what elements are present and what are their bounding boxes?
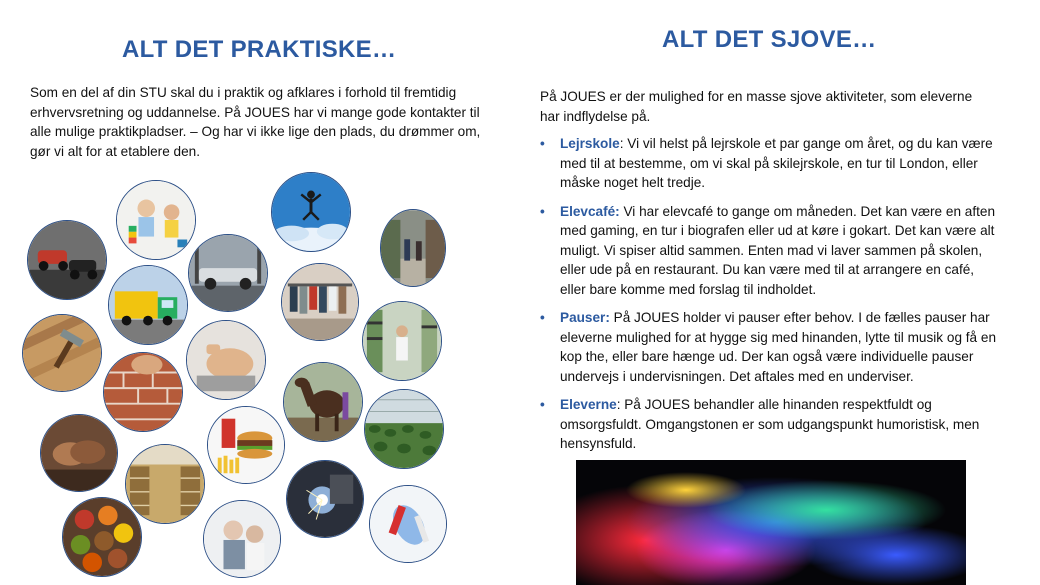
bullet-term: Elevcafé: <box>560 203 620 219</box>
truck-photo <box>108 265 188 345</box>
bullet-text: Vi vil helst på lejrskole et par gange om året, og du kan være med til at bestemme, om vi skal på skilejrskole, en tur til London, eller måske noget helt tredje. <box>560 136 993 190</box>
welding-photo <box>286 460 364 538</box>
jump-sky-photo <box>271 172 351 252</box>
list-item-eleverne <box>540 395 1000 454</box>
left-paragraph: Som en del af din STU skal du i praktik og afklares i forhold til fremtidig erhvervsretning og uddannelse. På JOUES har vi mange gode kontakter til alle mulige praktikpladser. – Og har vi ikke lige den plads, du drømmer om, gør vi alt for at etablere den. <box>30 85 481 159</box>
car-workshop-photo <box>188 234 268 312</box>
clothing-store-photo <box>281 263 359 341</box>
lab-gloves-photo <box>369 485 447 563</box>
horse-photo <box>283 362 363 442</box>
bullet-icon: • <box>540 310 545 325</box>
bullet-separator: : <box>619 136 624 151</box>
wall-building-photo <box>103 352 183 432</box>
elderly-care-photo <box>203 500 281 578</box>
list-item-elevcafe <box>540 202 1000 300</box>
list-item-lejrskole <box>540 134 1000 193</box>
right-heading: ALT DET SJOVE… <box>662 26 877 53</box>
bullet-separator: : <box>616 397 621 412</box>
bullet-term: Eleverne <box>560 397 617 412</box>
carpentry-tools-photo <box>22 314 102 392</box>
store-aisle-photo <box>380 209 446 287</box>
spices-photo <box>62 497 142 577</box>
bullet-icon: • <box>540 203 545 219</box>
bullet-icon: • <box>540 397 545 412</box>
bullet-term: Pauser: <box>560 310 610 325</box>
gokart-photo <box>27 220 107 300</box>
children-toys-photo <box>116 180 196 260</box>
food-photo <box>207 406 285 484</box>
storage-hall-photo <box>125 444 205 524</box>
bricklaying-photo <box>186 320 266 400</box>
warehouse-worker-photo <box>362 301 442 381</box>
colored-lights-photo <box>576 460 966 585</box>
handshake-photo <box>40 414 118 492</box>
bullet-icon: • <box>540 136 545 151</box>
list-item-pauser <box>540 308 1000 386</box>
bullet-term: Lejrskole <box>560 136 620 151</box>
bullet-text: På JOUES behandler alle hinanden respektfuldt og omsorgsfuldt. Omgangstonen er som udgangspunkt humoristisk, men hensynsfuld. <box>560 397 980 451</box>
right-intro-paragraph: På JOUES er der mulighed for en masse sjove aktiviteter, som eleverne har indflydelse på. <box>540 89 973 124</box>
greenhouse-photo <box>364 389 444 469</box>
bullet-text: På JOUES holder vi pauser efter behov. I de fælles pauser har eleverne mulighed for at hygge sig med hinanden, lytte til musik og få en kop the, eller bare hænge ud. Der kan også være individuelle pauser undervejs i undervisningen. Det aftales med en underviser. <box>560 310 997 384</box>
bullet-text: Vi har elevcafé to gange om måneden. Det kan være en aften med gaming, en tur i biografen eller ud at køre i gokart. Det kan være alt muligt. Vi spiser altid sammen. Enten mad vi laver sammen på skolen, eller ude på en restaurant. Du kan være med til at arrangere en café, eller bare komme med forslag til indholdet. <box>560 203 996 297</box>
activity-list <box>540 134 1000 463</box>
left-heading: ALT DET PRAKTISKE… <box>122 36 397 63</box>
